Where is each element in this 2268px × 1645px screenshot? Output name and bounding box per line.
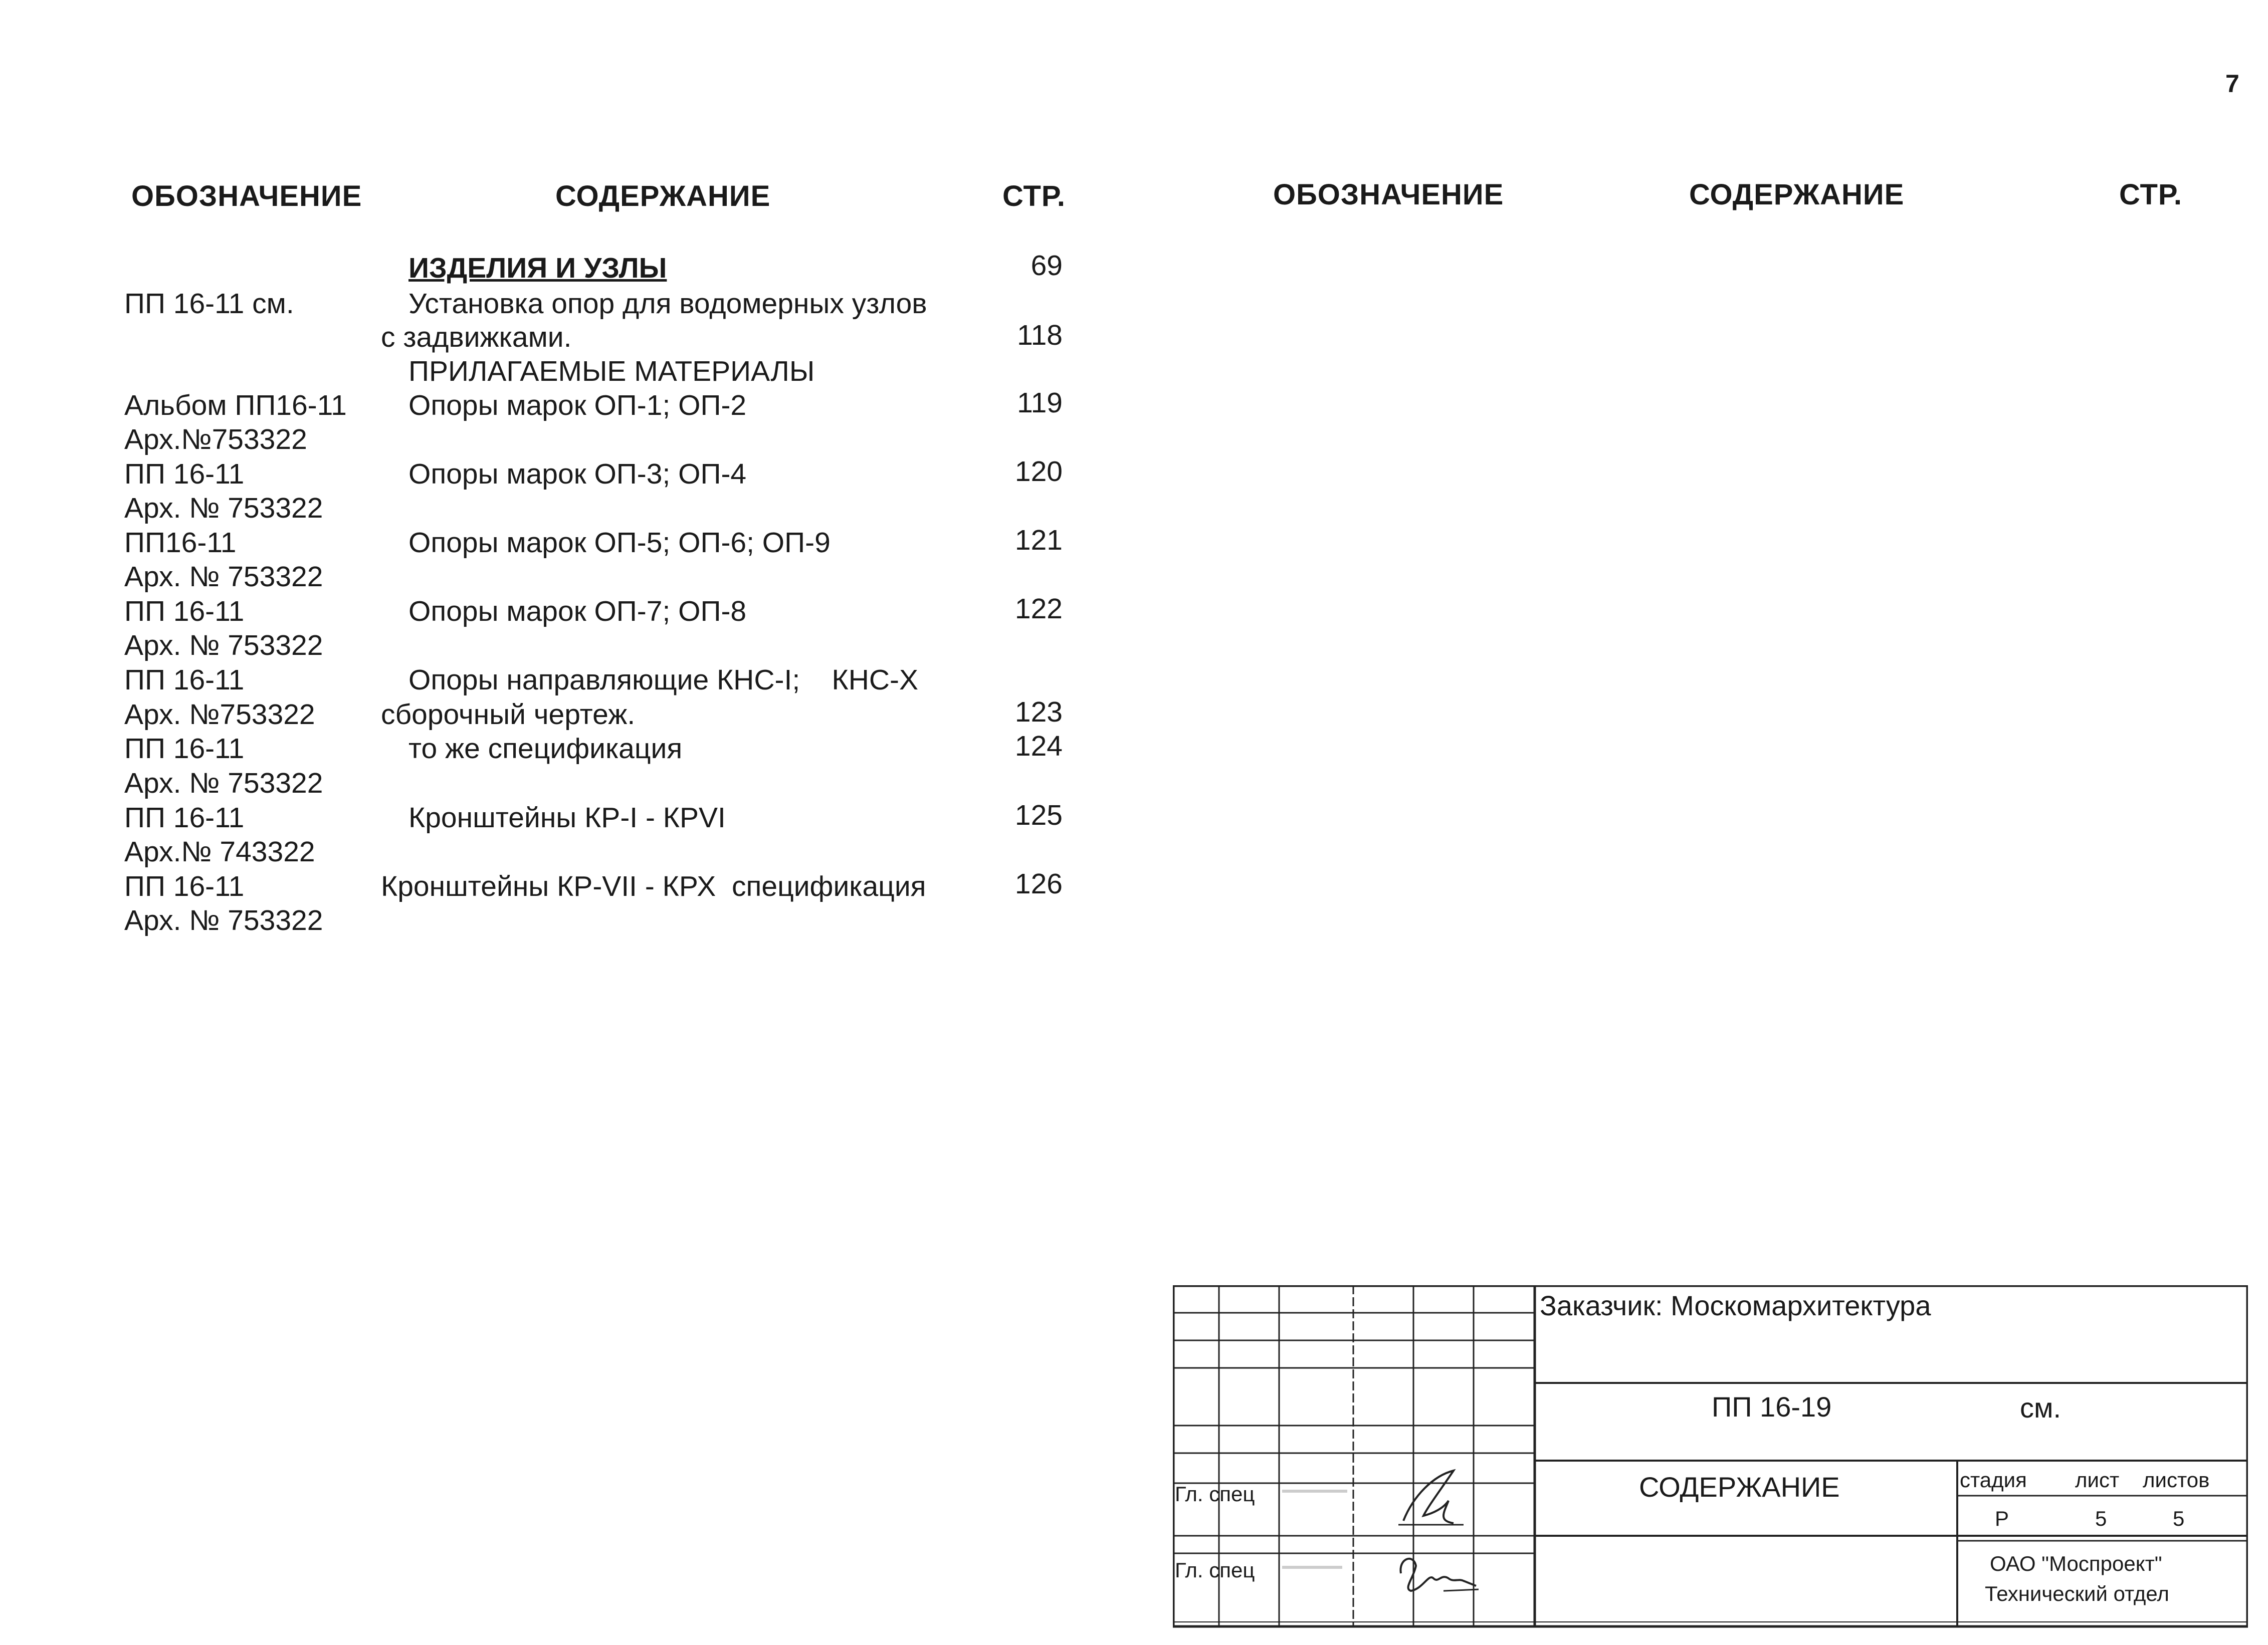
page-ref: 123 (1014, 696, 1063, 728)
header-page-right: СТР. (2119, 178, 2182, 211)
organization-name: ОАО "Моспроект" (1990, 1552, 2162, 1575)
sheet-title: СОДЕРЖАНИЕ (1639, 1471, 1840, 1503)
sheet-count: 5 (2173, 1507, 2185, 1530)
sheets-label: листов (2143, 1468, 2210, 1492)
designation: Арх.№ 743322 (124, 836, 315, 868)
content-text: сборочный чертеж. (381, 698, 636, 731)
designation: ПП 16-11 (124, 458, 245, 490)
designation: Арх.№753322 (124, 423, 307, 455)
designation: Арх. № 753322 (124, 629, 323, 661)
content-text: Опоры направляющие КНС-I; КНС-X (408, 664, 919, 696)
designation: ПП 16-11 (124, 595, 245, 627)
page-number: 7 (2225, 70, 2239, 98)
content-text: то же спецификация (408, 733, 683, 765)
designation: Альбом ПП16-11 (124, 389, 347, 421)
content-text: Опоры марок ОП-7; ОП-8 (408, 595, 747, 627)
content-text: Кронштейны КР-VII - КРХ спецификация (381, 870, 926, 902)
content-text: с задвижками. (381, 321, 572, 353)
content-text: Опоры марок ОП-1; ОП-2 (408, 389, 747, 421)
designation: Арх. № 753322 (124, 767, 323, 799)
designation: ПП 16-11 (124, 870, 245, 902)
signature-1 (1393, 1466, 1469, 1531)
organization-department: Технический отдел (1985, 1582, 2169, 1605)
page-ref: 120 (1014, 455, 1063, 488)
stage-value: Р (1995, 1507, 2009, 1530)
section-title: ИЗДЕЛИЯ И УЗЛЫ (408, 252, 667, 284)
designation: Арх. № 753322 (124, 904, 323, 936)
content-text: Установка опор для водомерных узлов (408, 288, 927, 320)
role-label-1: Гл. спец (1175, 1482, 1255, 1506)
designation: ПП 16-11 (124, 802, 245, 834)
designation: Арх. № 753322 (124, 492, 323, 524)
page-ref: 121 (1014, 524, 1063, 556)
page-ref: 125 (1014, 799, 1063, 831)
name-stamp-1 (1282, 1490, 1347, 1493)
role-label-2: Гл. спец (1175, 1558, 1255, 1582)
name-stamp-2 (1282, 1566, 1342, 1569)
header-designation: ОБОЗНАЧЕНИЕ (131, 180, 362, 212)
designation: ПП16-11 (124, 527, 237, 559)
content-text: Опоры марок ОП-5; ОП-6; ОП-9 (408, 527, 831, 559)
designation: Арх. № 753322 (124, 561, 323, 593)
document-code-suffix: см. (2020, 1392, 2061, 1424)
designation: Арх. №753322 (124, 698, 315, 731)
sheet-label: лист (2075, 1468, 2120, 1492)
designation: ПП 16-11 (124, 733, 245, 765)
content-text: Опоры марок ОП-3; ОП-4 (408, 458, 747, 490)
title-block (1173, 1285, 2248, 1628)
page-ref: 119 (1017, 387, 1063, 419)
page-ref: 118 (1017, 319, 1063, 351)
document-code: ПП 16-19 (1712, 1391, 1832, 1423)
page-ref: 69 (1030, 250, 1063, 282)
signature-2 (1393, 1543, 1484, 1598)
sheet-number: 5 (2095, 1507, 2107, 1530)
designation: ПП 16-11 см. (124, 288, 294, 320)
designation: ПП 16-11 (124, 664, 245, 696)
section-title: ПРИЛАГАЕМЫЕ МАТЕРИАЛЫ (408, 355, 815, 387)
customer: Заказчик: Москомархитектура (1540, 1290, 1931, 1321)
header-content-right: СОДЕРЖАНИЕ (1689, 178, 1905, 211)
content-text: Кронштейны КР-I - КРVI (408, 802, 726, 834)
page-ref: 122 (1014, 593, 1063, 625)
title-block-grid (1173, 1285, 2248, 1628)
stage-label: стадия (1960, 1468, 2027, 1492)
header-content: СОДЕРЖАНИЕ (555, 180, 771, 212)
page-ref: 126 (1014, 868, 1063, 900)
page-ref: 124 (1014, 730, 1063, 762)
header-page: СТР. (1002, 180, 1066, 212)
header-designation-right: ОБОЗНАЧЕНИЕ (1273, 178, 1504, 211)
